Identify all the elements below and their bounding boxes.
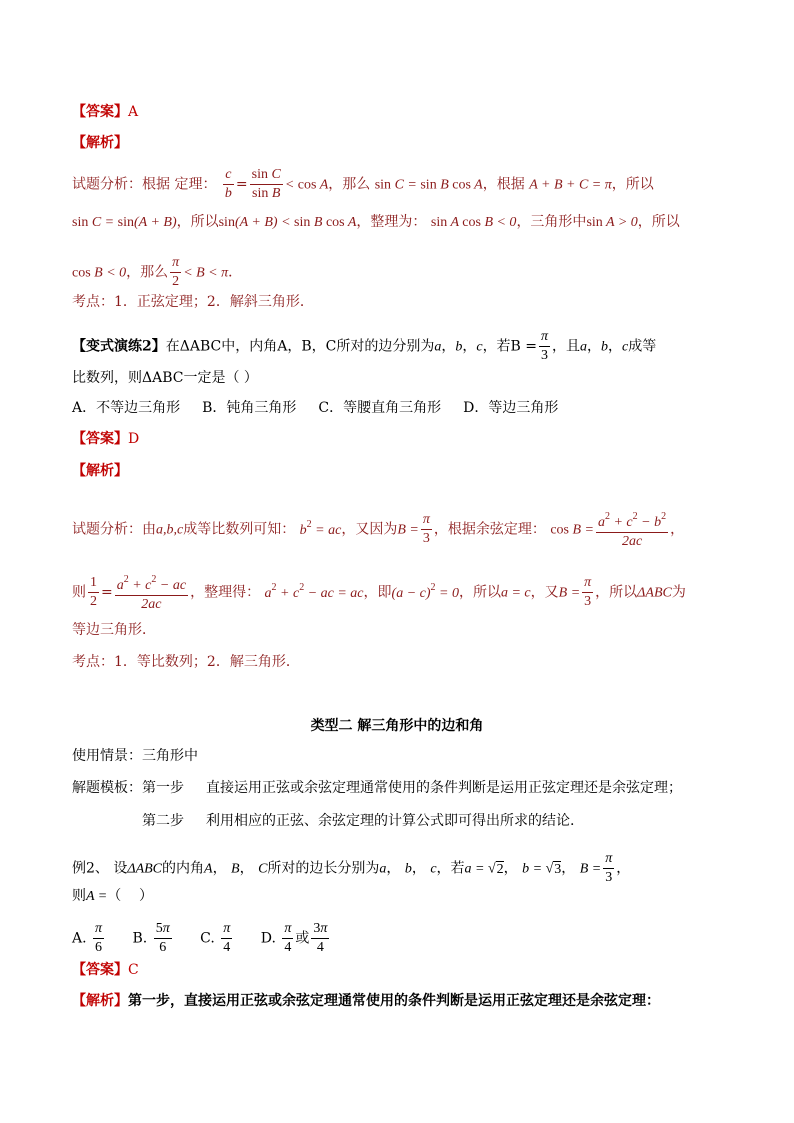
q1-analysis-line-2: sin C = sin(A + B)，所以sin(A + B) < sin B cos A，整理为： sin A cos B < 0，三角形中sin A > 0，所以 [72, 214, 680, 230]
section-title: 类型二 解三角形中的边和角 [310, 718, 484, 734]
q1-analysis-line-1: 试题分析：根据 定理： $\frac{c}{b}$ = $\frac{\text{sin C}}{\text{sin B}}$ < cos A，那么 sin C = sin B cos A，根据 A + B + C = π，所以 [72, 167, 654, 201]
q2-stem-line-2: 比数列，则ΔABC一定是（ ） [72, 370, 258, 386]
fraction-cosine-law: $\frac{a^2 + c^2 - b^2}{2ac}$ [596, 508, 668, 551]
q1-kaodian: 考点：1．正弦定理；2．解斜三角形． [72, 294, 314, 310]
option-d: D．等边三角形 [463, 400, 559, 416]
fraction-c-over-b: $\frac{c}{b}$ [224, 167, 232, 201]
q2-analysis-line-1: 试题分析：由a,b,c成等比数列可知： $b^2$ = ac，又因为B = $\frac{\pi}{3}$ ，根据余弦定理： cos B = $\frac{a^2 + c^2 - b^2}{2ac}$ ， [72, 508, 684, 551]
q2-options [72, 398, 580, 418]
template-step-2: 第二步 利用相应的正弦、余弦定理的计算公式即可得出所求的结论. [142, 813, 575, 829]
usage-line: 使用情景：三角形中 [72, 748, 198, 764]
answer-line-3: 【答案】C [72, 962, 139, 978]
q2-analysis-line-2: 则 $\frac{1}{2}$ = $\frac{a^2 + c^2 - ac}{2ac}$ ，整理得： $a^2 + c^2$ − ac = ac，即$(a - c)^2 = 0$，所以a = c，又B = $\frac{\pi}{3}$ ，所以ΔABC为 [72, 571, 686, 614]
example2-stem-line-2: 则A =（ ） [72, 888, 154, 904]
example2-analysis: 【解析】第一步，直接运用正弦或余弦定理通常使用的条件判断是运用正弦定理还是余弦定理： [72, 993, 660, 1009]
ex2-option-a: A. $\frac{\pi}{6}$ [72, 921, 103, 955]
q2-analysis-line-3: 等边三角形． [72, 622, 156, 638]
fraction-pi-over-3: $\frac{\pi}{3}$ [541, 329, 549, 363]
answer-line-2: 【答案】D [72, 431, 140, 447]
example2-stem-line-1: 例2、 设ΔABC的内角A， B， C所对的边长分别为a， b， c，若a = √2， b = √3， B = $\frac{\pi}{3}$ ， [72, 851, 631, 885]
analysis-tag-2: 【解析】 [72, 463, 128, 479]
option-b: B．钝角三角形 [202, 400, 297, 416]
fraction-pi-over-2: $\frac{\pi}{2}$ [172, 255, 180, 289]
analysis-tag-1: 【解析】 [72, 135, 128, 151]
q1-analysis-line-3: cos B < 0，那么 $\frac{\pi}{2}$ < B < π． [72, 255, 243, 289]
answer-line-1: 【答案】A [72, 104, 139, 120]
ex2-option-b: B. $\frac{5\pi}{6}$ [132, 921, 170, 955]
q2-stem-line-1: 【变式演练2】在ΔABC中，内角A，B，C所对的边分别为a，b，c，若B = $\frac{\pi}{3}$ ，且a，b，c成等 [72, 329, 657, 363]
ex2-option-d: D. $\frac{\pi}{4}$ 或 $\frac{3\pi}{4}$ [260, 921, 328, 955]
option-a: A．不等边三角形 [72, 400, 181, 416]
template-step-1: 解题模板：第一步 直接运用正弦或余弦定理通常使用的条件判断是运用正弦定理还是余弦定理； [72, 780, 682, 796]
ex2-option-c: C. $\frac{\pi}{4}$ [200, 921, 231, 955]
q2-kaodian: 考点：1．等比数列；2．解三角形． [72, 654, 300, 670]
option-c: C．等腰直角三角形 [318, 400, 442, 416]
example2-options [72, 920, 353, 957]
fraction-sinC-over-sinB: $\frac{\text{sin C}}{\text{sin B}}$ [251, 167, 281, 201]
